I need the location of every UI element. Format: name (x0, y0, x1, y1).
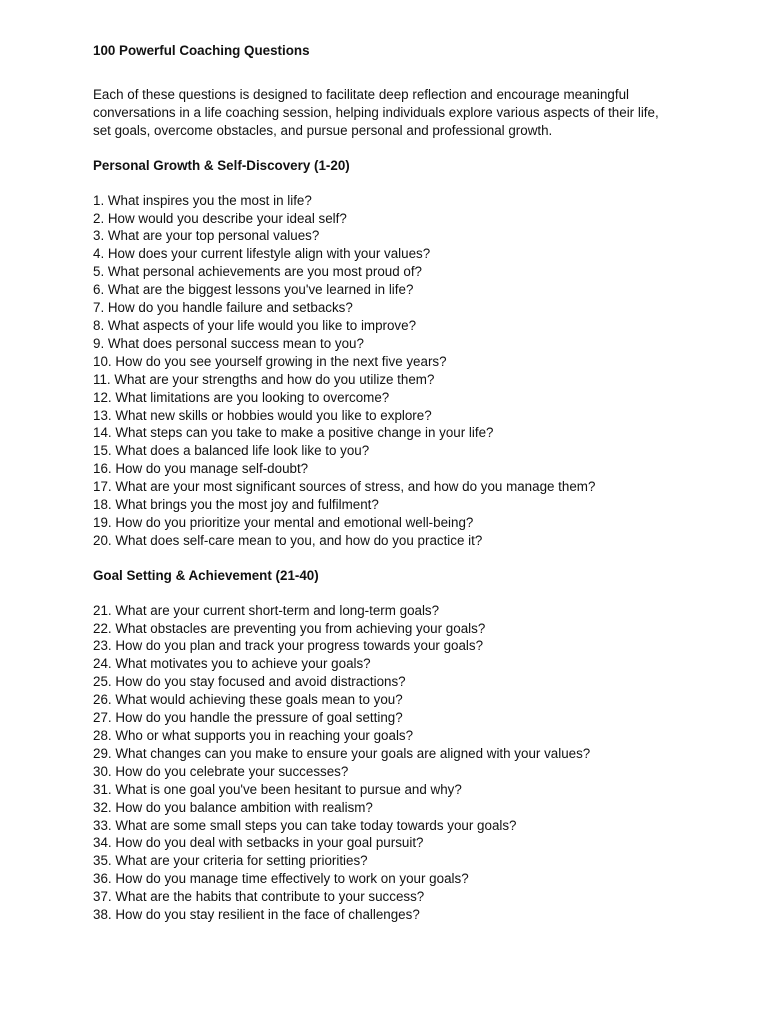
question-item: 24. What motivates you to achieve your goals? (93, 656, 371, 672)
question-item: 9. What does personal success mean to you? (93, 335, 364, 351)
question-item: 19. How do you prioritize your mental and emotional well-being? (93, 514, 474, 530)
question-item: 35. What are your criteria for setting priorities? (93, 853, 368, 869)
question-item: 3. What are your top personal values? (93, 228, 320, 244)
question-item: 30. How do you celebrate your successes? (93, 763, 349, 779)
question-item: 18. What brings you the most joy and fulfilment? (93, 497, 379, 513)
document-page (93, 42, 733, 924)
question-item: 34. How do you deal with setbacks in your goal pursuit? (93, 835, 424, 851)
question-item: 15. What does a balanced life look like to you? (93, 443, 370, 459)
question-item: 33. What are some small steps you can take today towards your goals? (93, 817, 517, 833)
question-item: 38. How do you stay resilient in the face of challenges? (93, 907, 420, 923)
section-goal-setting (93, 567, 733, 924)
question-item: 20. What does self-care mean to you, and how do you practice it? (93, 532, 483, 548)
question-list (93, 192, 733, 550)
question-item: 7. How do you handle failure and setbacks? (93, 300, 353, 316)
question-item: 8. What aspects of your life would you like to improve? (93, 317, 417, 333)
question-item: 21. What are your current short-term and long-term goals? (93, 602, 440, 618)
question-item: 1. What inspires you the most in life? (93, 192, 312, 208)
question-item: 37. What are the habits that contribute to your success? (93, 889, 425, 905)
question-item: 28. Who or what supports you in reaching your goals? (93, 728, 414, 743)
question-item: 27. How do you handle the pressure of goal setting? (93, 710, 403, 726)
question-item: 31. What is one goal you've been hesitant to pursue and why? (93, 781, 462, 797)
question-item: 29. What changes can you make to ensure your goals are aligned with your values? (93, 745, 591, 761)
question-item: 11. What are your strengths and how do you utilize them? (93, 371, 435, 387)
question-item: 13. What new skills or hobbies would you like to explore? (93, 407, 432, 423)
section-heading: Goal Setting & Achievement (21-40) (93, 567, 319, 583)
document-title: 100 Powerful Coaching Questions (93, 43, 310, 58)
question-list (93, 602, 733, 924)
question-item: 36. How do you manage time effectively to work on your goals? (93, 871, 469, 887)
question-item: 14. What steps can you take to make a positive change in your life? (93, 425, 494, 441)
intro-paragraph: Each of these questions is designed to facilitate deep reflection and encourage meaningful conversations in a life coaching session, helping individuals explore various aspects of their life, set goals, overcome obstacles, and pursue personal and professional growth. (93, 87, 659, 138)
question-item: 26. What would achieving these goals mean to you? (93, 692, 403, 708)
question-item: 32. How do you balance ambition with realism? (93, 799, 373, 815)
question-item: 16. How do you manage self-doubt? (93, 461, 309, 477)
question-item: 22. What obstacles are preventing you from achieving your goals? (93, 620, 486, 636)
question-item: 2. How would you describe your ideal self? (93, 210, 347, 226)
question-item: 17. What are your most significant sources of stress, and how do you manage them? (93, 479, 596, 495)
question-item: 25. How do you stay focused and avoid distractions? (93, 674, 406, 690)
question-item: 5. What personal achievements are you most proud of? (93, 264, 422, 280)
section-heading: Personal Growth & Self-Discovery (1-20) (93, 157, 350, 173)
question-item: 12. What limitations are you looking to overcome? (93, 389, 390, 405)
question-item: 4. How does your current lifestyle align with your values? (93, 246, 431, 262)
question-item: 23. How do you plan and track your progress towards your goals? (93, 638, 484, 654)
section-personal-growth (93, 157, 733, 550)
question-item: 10. How do you see yourself growing in the next five years? (93, 353, 447, 369)
question-item: 6. What are the biggest lessons you've learned in life? (93, 282, 414, 298)
